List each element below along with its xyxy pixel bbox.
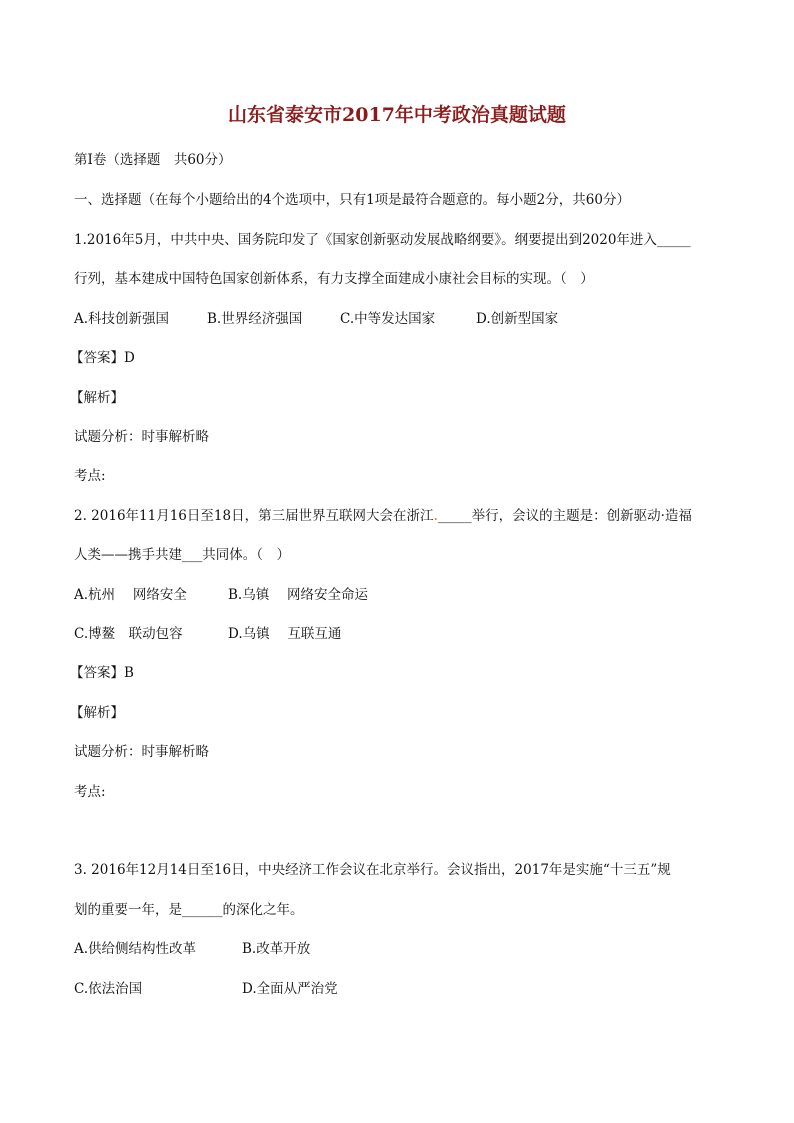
q3-options-row1 — [74, 939, 310, 959]
q1-point: 考点: — [74, 468, 106, 484]
q2-point: 考点: — [74, 784, 106, 800]
q2-option-b: B.乌镇 网络安全命运 — [228, 587, 369, 603]
q2-stem-line2: 人类——携手共建___共同体。（ ） — [74, 547, 290, 563]
q1-stem-line1: 1.2016年5月，中共中央、国务院印发了《国家创新驱动发展战略纲要》。纲要提出到2020年进入_____ — [74, 232, 691, 248]
q1-stem-line2: 行列，基本建成中国特色国家创新体系，有力支撑全面建成小康社会目标的实现。（ ） — [74, 271, 594, 287]
q3-option-c: C.依法治国 — [74, 981, 143, 997]
q3-stem-line1: 3. 2016年12月14日至16日，中央经济工作会议在北京举行。会议指出，2017年是实施“十三五”规 — [74, 862, 671, 878]
q3-stem-line2: 划的重要一年，是______的深化之年。 — [74, 902, 304, 918]
q1-options — [74, 309, 558, 329]
q2-analysis: 试题分析：时事解析略 — [74, 744, 209, 760]
q1-option-d: D.创新型国家 — [476, 311, 559, 327]
q1-answer: 【答案】D — [70, 350, 135, 366]
q1-option-c: C.中等发达国家 — [340, 311, 436, 327]
q1-option-b: B.世界经济强国 — [207, 311, 303, 327]
volume-heading: 第Ⅰ卷（选择题 共60分） — [74, 152, 232, 168]
q3-option-a: A.供给侧结构性改革 — [74, 941, 197, 957]
q3-options-row2 — [74, 979, 338, 999]
q2-answer: 【答案】B — [70, 665, 134, 681]
q2-option-d: D.乌镇 互联互通 — [228, 626, 342, 642]
q2-options-row2 — [74, 624, 341, 644]
q3-option-d: D.全面从严治党 — [242, 981, 338, 997]
q1-analysis: 试题分析：时事解析略 — [74, 429, 209, 445]
q2-options-row1 — [74, 585, 368, 605]
q2-option-a: A.杭州 网络安全 — [74, 587, 187, 603]
section-heading: 一、选择题（在每个小题给出的4个选项中，只有1项是最符合题意的。每小题2分，共60分） — [74, 192, 630, 208]
q2-stem-part1: 2. 2016年11月16日至18日，第三届世界互联网大会在浙江 — [74, 508, 434, 524]
q3-option-b: B.改革开放 — [242, 941, 311, 957]
q2-stem-line1 — [74, 506, 692, 526]
q1-option-a: A.科技创新强国 — [74, 311, 170, 327]
q2-stem-mark: . — [433, 508, 438, 524]
q2-option-c: C.博鳌 联动包容 — [74, 626, 183, 642]
q2-stem-part2: _____举行，会议的主题是：创新驱动·造福 — [437, 508, 692, 524]
q2-analysis-label: 【解析】 — [70, 705, 124, 721]
q1-analysis-label: 【解析】 — [70, 390, 124, 406]
page-title: 山东省泰安市2017年中考政治真题试题 — [228, 104, 566, 126]
